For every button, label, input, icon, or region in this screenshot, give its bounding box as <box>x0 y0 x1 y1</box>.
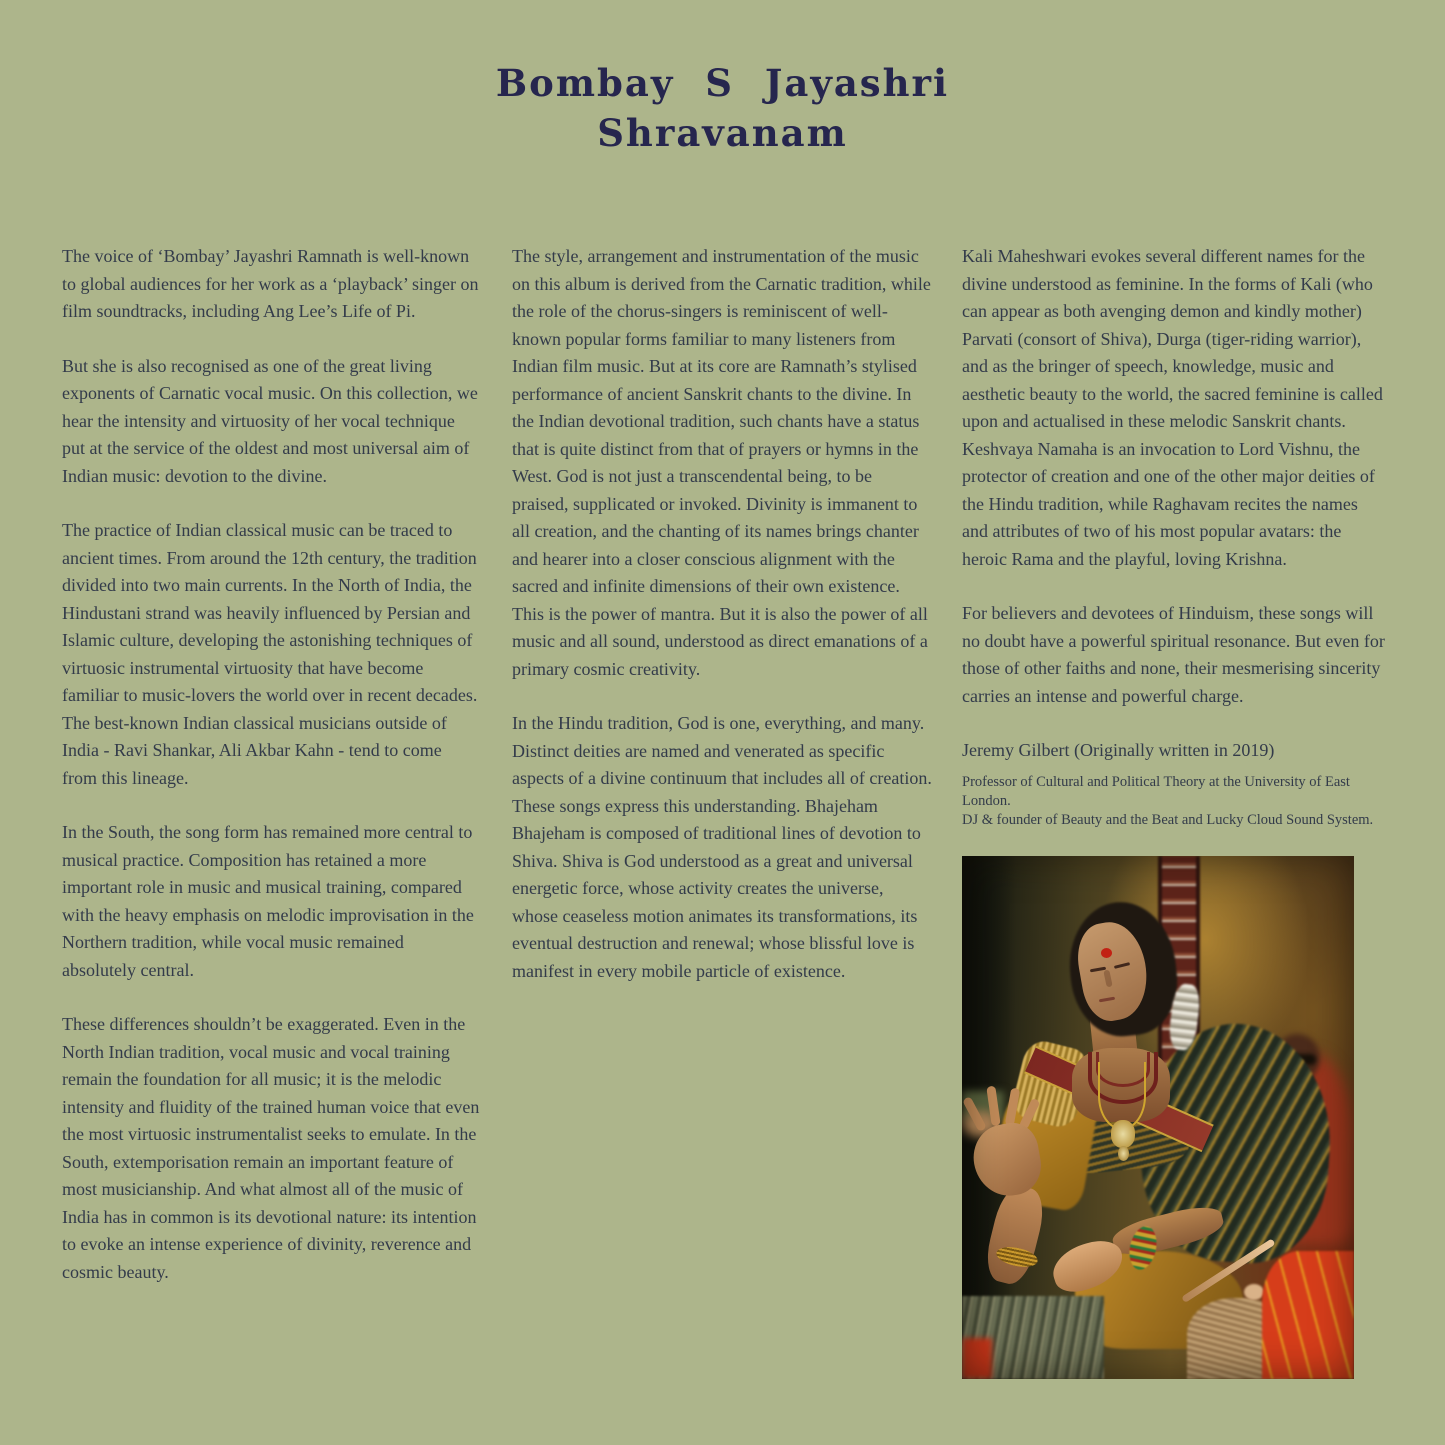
paragraph: These differences shouldn’t be exaggerated. Even in the North Indian tradition, vocal music and vocal training remain the foundation for all music; it is the melodic intensity and fluidity of the trained human voice that even the most virtuosic instrumentalist seeks to emulate. In the South, extemporisation remain an important feature of most musicianship. And what almost all of the music of India has in common is its devotional nature: its intention to evoke an intense experience of divinity, reverence and cosmic beauty. <box>62 1014 480 1282</box>
title-album: Shravanam <box>597 111 848 155</box>
singer-photo <box>962 856 1354 1379</box>
author-byline: Jeremy Gilbert (Originally written in 2019) <box>962 740 1275 760</box>
text-column-2 <box>512 243 932 1012</box>
author-credit-line: DJ & founder of Beauty and the Beat and Lucky Cloud Sound System. <box>962 811 1374 828</box>
paragraph: The voice of ‘Bombay’ Jayashri Ramnath is well-known to global audiences for her work as a ‘playback’ singer on film soundtracks, including Ang Lee’s Life of Pi. <box>62 246 479 321</box>
paragraph: But she is also recognised as one of the great living exponents of Carnatic vocal music. On this collection, we hear the intensity and virtuosity of her vocal technique put at the service of the oldest and most universal aim of Indian music: devotion to the divine. <box>62 355 478 486</box>
text-column-1 <box>62 243 480 1313</box>
paragraph: In the Hindu tradition, God is one, everything, and many. Distinct deities are named and venerated as specific aspects of a divine continuum that includes all of creation. These songs express this understanding. Bhajeham Bhajeham is composed of traditional lines of devotion to Shiva. Shiva is God understood as a great and universal energetic force, whose activity creates the universe, whose ceaseless motion animates its transformations, its eventual destruction and renewal; whose blissful love is manifest in every mobile particle of existence. <box>512 713 932 981</box>
paragraph: The practice of Indian classical music can be traced to ancient times. From around the 12th century, the tradition divided into two main currents. In the North of India, the Hindustani strand was heavily influenced by Persian and Islamic culture, developing the astonishing techniques of virtuosic instrumental virtuosity that have become familiar to music-lovers the world over in recent decades. The best-known Indian classical musicians outside of India - Ravi Shankar, Ali Akbar Kahn - tend to come from this lineage. <box>62 520 478 788</box>
paragraph: In the South, the song form has remained more central to musical practice. Composition has retained a more important role in music and musical training, compared with the heavy emphasis on melodic improvisation in the Northern tradition, while vocal music remained absolutely central. <box>62 822 474 980</box>
author-credit-line: Professor of Cultural and Political Theory at the University of East London. <box>962 773 1350 809</box>
paragraph: For believers and devotees of Hinduism, these songs will no doubt have a powerful spiritual resonance. But even for those of other faiths and none, their mesmerising sincerity carries an intense and powerful charge. <box>962 603 1385 706</box>
paragraph: The style, arrangement and instrumentation of the music on this album is derived from the Carnatic tradition, while the role of the chorus-singers is reminiscent of well-known popular forms familiar to many listeners from Indian film music. But at its core are Ramnath’s stylised performance of ancient Sanskrit chants to the divine. In the Indian devotional tradition, such chants have a status that is quite distinct from that of prayers or hymns in the West. God is not just a transcendental being, to be praised, supplicated or invoked. Divinity is immanent to all creation, and the chanting of its names brings chanter and hearer into a closer conscious alignment with the sacred and infinite dimensions of their own existence. This is the power of mantra. But it is also the power of all music and all sound, understood as direct emanations of a primary cosmic creativity. <box>512 246 931 679</box>
page-title <box>0 58 1445 158</box>
photo-vignette <box>962 856 1354 1379</box>
paragraph: Kali Maheshwari evokes several different names for the divine understood as feminine. In the forms of Kali (who can appear as both avenging demon and kindly mother) Parvati (consort of Shiva), Durga (tiger-riding warrior), and as the bringer of speech, knowledge, music and aesthetic beauty to the world, the sacred feminine is called upon and actualised in these melodic Sanskrit chants. Keshvaya Namaha is an invocation to Lord Vishnu, the protector of creation and one of the other major deities of the Hindu tradition, while Raghavam recites the names and attributes of two of his most popular avatars: the heroic Rama and the playful, loving Krishna. <box>962 246 1383 569</box>
text-column-3 <box>962 243 1388 830</box>
title-artist: Bombay S Jayashri <box>495 61 950 105</box>
